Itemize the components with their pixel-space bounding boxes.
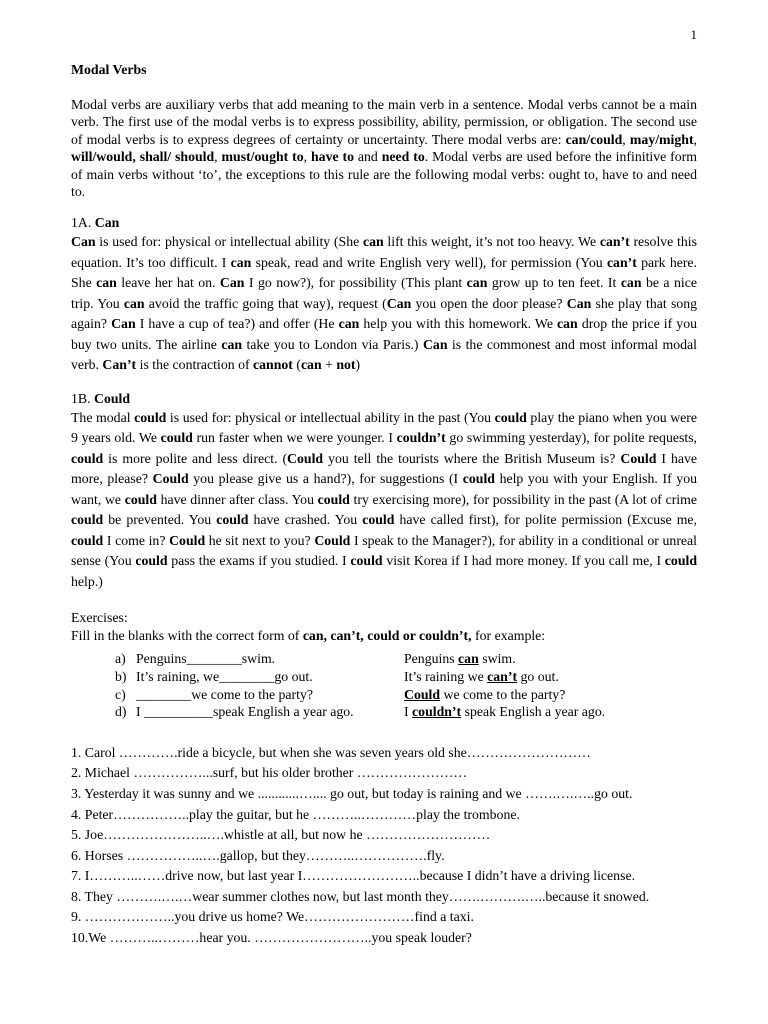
emphasis-text: could <box>350 553 383 569</box>
emphasis-text: couldn’t <box>412 704 462 720</box>
text-run: speak, read and write English very well), for permission (You <box>251 254 607 270</box>
text-run: is used for: physical or intellectual ability (She <box>95 234 363 250</box>
text-run: leave her hat on. <box>116 275 220 291</box>
text-run: be a nice trip. You <box>71 275 697 311</box>
emphasis-text: could <box>462 471 495 487</box>
page-number: 1 <box>690 27 697 42</box>
emphasis-text: Could <box>287 450 324 466</box>
text-run: park here. She <box>71 254 698 291</box>
text-run: drop the price if you buy two units. The airline <box>71 316 697 352</box>
text-run: you open the door please? <box>411 295 567 311</box>
text-run: It’s raining we <box>404 668 488 684</box>
emphasis-text: Could <box>152 471 189 487</box>
emphasis-text: Can <box>71 234 96 250</box>
example-answer <box>404 686 697 704</box>
emphasis-text: Can <box>566 295 592 311</box>
emphasis-text: Could <box>620 450 657 466</box>
text-run: he sit next to you? <box>205 532 315 548</box>
section-could-title: Could <box>94 390 131 406</box>
text-run: The modal <box>71 409 135 425</box>
emphasis-text: could <box>134 409 167 425</box>
emphasis-text: can <box>123 295 145 311</box>
emphasis-text: can’t <box>599 234 630 250</box>
emphasis-text: couldn’t <box>396 430 446 446</box>
section-can-number: 1A. <box>71 215 95 231</box>
document-body <box>71 60 697 949</box>
text-run: try exercising more), for possibility in the past (A lot of crime <box>349 491 697 507</box>
exercise-item: 8. They ……….….…wear summer clothes now, but last month they…….……….…..because it snowed. <box>71 888 650 904</box>
exercise-item: 3. Yesterday it was sunny and we ............….... go out, but today is raining and we …….….…..go out. <box>71 785 633 801</box>
text-run: speak English a year ago. <box>461 704 606 720</box>
text-run: have crashed. You <box>248 512 363 528</box>
text-run: lift this weight, it’s not too heavy. We <box>383 234 600 250</box>
exercise-item: 7. I………..……drive now, but last year I……………………..because I didn’t have a driving license. <box>71 868 636 884</box>
text-run: Modal verbs are auxiliary verbs that add meaning to the main verb in a sentence. Modal verbs cannot be a main verb. The first use of the modal verbs is to express possibility, ability, permission, or obligation. The second use of modal verbs is to express degrees of certainty or uncertainty. There modal verbs are: <box>71 97 697 147</box>
exercise-item: 4. Peter……………..play the guitar, but he ………..…………play the trombone. <box>71 806 520 822</box>
text-run: . Modal verbs are used before the infinitive form of main verbs without ‘to’, the exceptions to this rule are the following modal verbs: ought to, have to and need to. <box>71 149 697 200</box>
text-run: help you with this homework. We <box>359 316 558 332</box>
emphasis-text: can <box>96 275 117 291</box>
text-run: you please give us a hand?), for suggestions (I <box>188 471 463 487</box>
text-run: help.) <box>71 573 103 589</box>
text-run: ( <box>292 357 301 373</box>
text-run: she play that song again? <box>71 295 698 332</box>
emphasis-text: Can <box>422 336 448 352</box>
text-run: for example: <box>471 627 546 643</box>
emphasis-text: can <box>362 234 384 250</box>
emphasis-text: can, can’t, could or couldn’t, <box>302 627 472 643</box>
emphasis-text: Can <box>386 295 412 311</box>
example-answer <box>404 703 697 721</box>
text-run: is used for: physical or intellectual ability in the past (You <box>166 409 495 425</box>
exercise-item: 10.We ………..………hear you. ……………………..you speak louder? <box>71 930 472 946</box>
exercise-item: 5. Joe…………………..….whistle at all, but now he ……………………… <box>71 827 491 843</box>
example-marker: d) <box>115 704 127 720</box>
text-run: Fill in the blanks with the correct form of <box>71 627 303 643</box>
emphasis-text: Could <box>169 532 206 548</box>
text-run: resolve this equation. It’s too difficult. I <box>71 234 697 270</box>
text-run: I have a cup of tea?) and offer (He <box>135 316 339 332</box>
example-item <box>71 668 697 686</box>
text-run: is the commonest and most informal modal verb. <box>71 336 698 373</box>
text-run: take you to London via Paris.) <box>242 336 423 352</box>
example-question: It’s raining, we________go out. <box>136 668 313 684</box>
emphasis-text: can <box>221 336 243 352</box>
emphasis-text: can <box>300 357 322 373</box>
emphasis-text: can’t <box>487 668 518 684</box>
emphasis-text: could <box>317 491 350 507</box>
example-item <box>71 686 697 704</box>
exercise-item: 9. ………………..you drive us home? We……………………find a taxi. <box>71 909 474 925</box>
text-run: play the piano when you were 9 years old. We <box>71 409 698 446</box>
text-run: and <box>354 149 382 165</box>
text-run: , <box>693 131 697 147</box>
emphasis-text: could <box>664 553 697 569</box>
example-answer <box>404 650 697 668</box>
emphasis-text: can <box>466 275 488 291</box>
emphasis-text: could <box>124 491 157 507</box>
emphasis-text: Could <box>404 686 441 702</box>
emphasis-text: could <box>71 532 104 548</box>
text-run: ) <box>355 357 361 373</box>
emphasis-text: Can <box>111 316 136 332</box>
text-run: pass the exams if you studied. I <box>167 553 351 569</box>
example-question: I __________speak English a year ago. <box>136 704 354 720</box>
emphasis-text: will/would, shall/ should <box>71 149 215 165</box>
text-run: I speak to the Manager?), for ability in a conditional or unreal sense (You <box>71 532 698 569</box>
emphasis-text: Can’t <box>102 357 137 373</box>
text-run: you tell the tourists where the British Museum is? <box>323 450 621 466</box>
page-title: Modal Verbs <box>71 62 147 77</box>
text-run: , <box>303 149 311 165</box>
example-marker: a) <box>115 651 126 667</box>
text-run: I <box>404 704 413 720</box>
section-can-heading <box>71 214 697 232</box>
example-answer <box>404 668 697 686</box>
emphasis-text: can/could <box>565 131 623 147</box>
text-run: grow up to ten feet. It <box>487 275 621 291</box>
text-run: we come to the party? <box>440 686 566 702</box>
text-run: I come in? <box>103 532 170 548</box>
emphasis-text: could <box>216 512 249 528</box>
emphasis-text: cannot <box>253 357 293 373</box>
emphasis-text: need to <box>381 149 425 165</box>
text-run: is more polite and less direct. ( <box>103 450 288 466</box>
emphasis-text: can <box>230 254 252 270</box>
text-run: run faster when we were younger. I <box>192 430 397 446</box>
exercise-list <box>71 743 697 949</box>
text-run: , <box>214 149 222 165</box>
exercise-item: 2. Michael ……………...surf, but his older brother …………………… <box>71 765 468 781</box>
emphasis-text: could <box>71 512 104 528</box>
example-marker: c) <box>115 686 126 702</box>
emphasis-text: can <box>557 316 578 332</box>
text-run: be prevented. You <box>103 512 217 528</box>
emphasis-text: could <box>71 450 104 466</box>
exercise-item: 6. Horses ……………..….gallop, but they………..…………….fly. <box>71 847 445 863</box>
emphasis-text: could <box>160 430 193 446</box>
emphasis-text: could <box>362 512 395 528</box>
example-question: Penguins________swim. <box>136 651 276 667</box>
text-run: have called first), for polite permission (Excuse me, <box>394 512 698 528</box>
text-run: I go now?), for possibility (This plant <box>244 275 467 291</box>
exercises-heading: Exercises: <box>71 610 128 626</box>
text-run: go out. <box>517 668 559 684</box>
emphasis-text: must/ought to <box>221 149 304 165</box>
text-run: , <box>622 131 630 147</box>
emphasis-text: can <box>458 651 479 667</box>
exercises-instruction <box>71 627 697 644</box>
text-run: visit Korea if I had more money. If you call me, I <box>382 553 665 569</box>
text-run: swim. <box>478 651 516 667</box>
text-run: I have more, please? <box>71 450 697 487</box>
emphasis-text: could <box>494 409 527 425</box>
text-run: go swimming yesterday), for polite requests, <box>445 430 697 446</box>
emphasis-text: can <box>338 316 360 332</box>
emphasis-text: can’t <box>606 254 637 270</box>
section-can-body <box>71 232 697 376</box>
example-marker: b) <box>115 668 127 684</box>
text-run: + <box>321 357 337 373</box>
example-list <box>71 650 697 720</box>
example-item <box>71 703 697 721</box>
text-run: have dinner after class. You <box>156 491 318 507</box>
emphasis-text: may/might <box>629 131 694 147</box>
text-run: avoid the traffic going that way), request ( <box>144 295 387 311</box>
section-can-title: Can <box>94 215 120 231</box>
section-could-body <box>71 408 697 593</box>
exercise-item: 1. Carol ………….ride a bicycle, but when she was seven years old she……………………… <box>71 744 591 760</box>
emphasis-text: could <box>135 553 168 569</box>
emphasis-text: can <box>620 275 642 291</box>
text-run: help you with your English. If you want, we <box>71 471 697 507</box>
text-run: is the contraction of <box>136 357 254 373</box>
example-item <box>71 650 697 668</box>
emphasis-text: have to <box>311 149 354 165</box>
example-question: ________we come to the party? <box>136 686 314 702</box>
emphasis-text: not <box>336 357 356 373</box>
section-could-number: 1B. <box>71 390 94 406</box>
section-could-heading <box>71 390 697 408</box>
text-run: Penguins <box>404 651 459 667</box>
emphasis-text: Can <box>219 275 245 291</box>
intro-paragraph <box>71 96 697 200</box>
emphasis-text: Could <box>314 532 351 548</box>
